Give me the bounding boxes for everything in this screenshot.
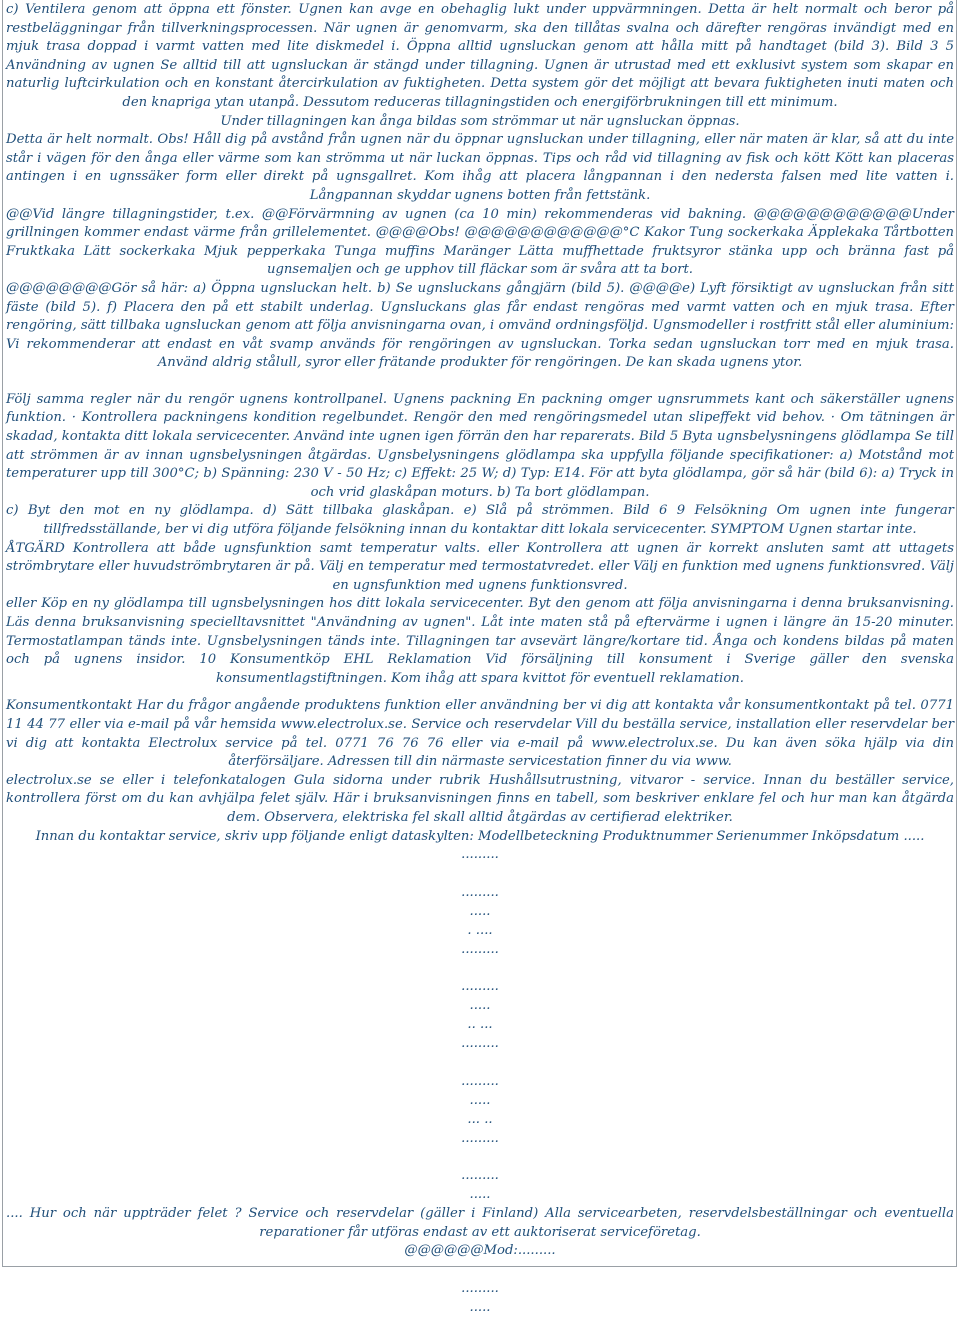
field-dots: .........	[461, 941, 499, 957]
paragraph-remedy: ÅTGÄRD Kontrollera att både ugnsfunktion samt temperatur valts. eller Kontrollera att ugnen är korrekt ansluten samt att uttagets strömbrytare eller huvudströmbrytaren är på. Välj en temperatur med termostatvredet. eller Välj en funktion med ugnens funktionsvred. Välj en ugnsfunktion med ugnens funktionsvred.	[6, 540, 954, 593]
document-body	[6, 1, 954, 1318]
field-dots: .........	[461, 1168, 499, 1184]
field-dots: .....	[469, 998, 491, 1014]
dataplate-fields	[6, 846, 954, 1205]
paragraph-consumer-contact: Konsumentkontakt Har du frågor angående produktens funktion eller användning ber vi dig att kontakta vår konsumentkontakt på tel. 0771 11 44 77 eller via e-mail på vår hemsida www.electrolux.se. Service och reservdelar Vill du beställa service, installation eller reservdelar ber vi dig att kontakta Electrolux service på tel. 0771 76 76 76 eller via e-mail på www.electrolux.se. Du kan även söka hjälp via din återförsäljare. Adressen till din närmaste servicestation finner du via www.	[6, 698, 954, 770]
paragraph-troubleshooting: c) Byt den mot en ny glödlampa. d) Sätt tillbaka glaskåpan. e) Slå på strömmen. Bild 6 9 Felsökning Om ugnen inte fungerar tillfredsställande, ber vi dig utföra följande felsökning innan du kontaktar ditt lokala servicecenter. SYMPTOM Ugnen startar inte.	[6, 503, 954, 538]
field-dots: ... ..	[467, 1111, 493, 1127]
paragraph-model: @@@@@@Mod:.........	[404, 1243, 556, 1259]
field-dots: . ....	[467, 922, 493, 938]
paragraph-service: electrolux.se se eller i telefonkatalogen Gula sidorna under rubrik Hushållsutrustning, vitvaror - service. Innan du beställer service, kontrollera först om du kan avhjälpa felet själv. Här i bruksanvisningen finns en tabell, som beskriver enklare fel och hur man kan åtgärda dem. Observera, elektriska fel skall alltid åtgärdas av certifierad elektriker.	[6, 772, 954, 825]
paragraph-finland-service: .... Hur och när uppträder felet ? Service och reservdelar (gäller i Finland) Alla servicearbeten, reservdelsbeställningar och eventuella reparationer får utföras endast av ett auktoriserat serviceföretag.	[6, 1206, 954, 1240]
paragraph-dataplate: Innan du kontaktar service, skriv upp följande enligt dataskylten: Modellbeteckning Produktnummer Serienummer Inköpsdatum .....	[35, 828, 925, 844]
field-dots: .........	[461, 1280, 499, 1296]
field-dots: .....	[469, 1299, 491, 1315]
paragraph-control-panel: Följ samma regler när du rengör ugnens kontrollpanel. Ugnens packning En packning omger ugnsrummets kant och säkerställer ugnens funktion. · Kontrollera packningens kondition regelbundet. Rengör den med rengöringsmedel utan slipeffekt vid behov. · Om tätningen är skadad, kontakta ditt lokala servicecenter. Använd inte ugnen igen förrän den har reparerats. Bild 5 Byta ugnsbelysningens glödlampa Se till att strömmen är av innan ugnsbelysningen åtgärdas. Ugnsbelysningens glödlampa ska uppfylla följande specifikationer: a) Motstånd mot temperaturer upp till 300°C; b) Spänning: 230 V - 50 Hz; c) Effekt: 25 W; d) Typ: E14. För att byta glödlampa, gör så här (bild 6): a) Tryck in och vrid glaskåpan moturs. b) Ta bort glödlampan.	[6, 391, 954, 500]
model-fields	[6, 1261, 954, 1318]
field-dots: .........	[461, 1073, 499, 1089]
paragraph-steam: Under tillagningen kan ånga bildas som strömmar ut när ugnsluckan öppnas.	[220, 113, 740, 129]
field-dots: .....	[469, 1092, 491, 1108]
field-dots: .....	[469, 903, 491, 919]
field-dots: .....	[469, 1187, 491, 1203]
field-dots: .........	[461, 1130, 499, 1146]
paragraph-reclamation: eller Köp en ny glödlampa till ugnsbelysningen hos ditt lokala servicecenter. Byt den genom att följa anvisningarna i denna bruksanvisning. Läs denna bruksanvisning specielltavsnittet "Användning av ugnen". Låt inte maten stå på eftervärme i ugnen i längre än 15-20 minuter. Termostatlampan tänds inte. Ugnsbelysningen tänds inte. Tillagningen tar avsevärt längre/kortare tid. Ånga och kondens bildas på maten och på ugnens insidor. 10 Konsumentköp EHL Reklamation Vid försäljning till konsument i Sverige gäller den svenska konsumentlagstiftningen. Kom ihåg att spara kvittot för eventuell reklamation.	[6, 596, 954, 686]
field-dots: .........	[461, 847, 499, 863]
paragraph-door-cleaning: @@@@@@@@Gör så här: a) Öppna ugnsluckan helt. b) Se ugnsluckans gångjärn (bild 5). @@@@e) Lyft försiktigt av ugnsluckan från sitt fäste (bild 5). f) Placera den på ett stabilt underlag. Ugnsluckans glas får endast rengöras med varmt vatten och en mjuk trasa. Efter rengöring, sätt tillbaka ugnsluckan genom att följa anvisningarna ovan, i omvänd ordningsföljd. Ugnsmodeller i rostfritt stål eller aluminium: Vi rekommenderar att endast en våt svamp används för rengöringen av ugnsluckan. Torka sedan ugnsluckan torr med en mjuk trasa. Använd aldrig stålull, syror eller frätande produkter för rengöringen. De kan skada ugnens ytor.	[6, 280, 954, 371]
paragraph-cooking-tips: Detta är helt normalt. Obs! Håll dig på avstånd från ugnen när du öppnar ugnsluckan under tillagning, eller när maten är klar, så att du inte står i vägen för den ånga eller värme som kan strömma ut när luckan öppnas. Tips och råd vid tillagning av fisk och kött Kött kan placeras antingen i en ugnssäker form eller direkt på ugnsgallret. Kom ihåg att placera långpannan i den nedersta falsen med lite vatten i. Långpannan skyddar ugnens botten från fettstänk.	[6, 132, 954, 203]
field-dots: .........	[461, 1036, 499, 1052]
field-dots: .........	[461, 979, 499, 995]
paragraph-ventilation: c) Ventilera genom att öppna ett fönster. Ugnen kan avge en obehaglig lukt under uppvärmningen. Detta är helt normalt och beror på restbeläggningar från tillverkningsprocessen. När ugnen är genomvarm, ska den tillåtas svalna och därefter rengöras invändigt med en mjuk trasa doppad i varmt vatten med lite diskmedel i. Öppna alltid ugnsluckan genom att hålla mitt på handtaget (bild 3). Bild 3 5 Användning av ugnen Se alltid till att ugnsluckan är stängd under tillagning. Ugnen är utrustad med ett exklusivt system som skapar en naturlig luftcirkulation och en konstant återcirkulation av fuktigheten. Detta system gör det möjligt att bevara fuktigheten inuti maten och den knapriga ytan utanpå. Dessutom reduceras tillagningstiden och energiförbrukningen till ett minimum.	[6, 2, 954, 110]
field-dots: .. ...	[467, 1017, 493, 1033]
field-dots: .........	[461, 884, 499, 900]
paragraph-baking: @@Vid längre tillagningstider, t.ex. @@Förvärmning av ugnen (ca 10 min) rekommenderas vid bakning. @@@@@@@@@@@@Under grillningen kommer endast värme från grillelementet. @@@@Obs! @@@@@@@@@@@@°C Kakor Tung sockerkaka Äpplekaka Tårtbotten Fruktkaka Lätt sockerkaka Mjuk pepperkaka Tunga muffins Maränger Lätta muffhettade fruktsyror stänka upp och bränna fast på ugnsemaljen och ge upphov till fläckar som är svåra att ta bort.	[6, 206, 954, 278]
